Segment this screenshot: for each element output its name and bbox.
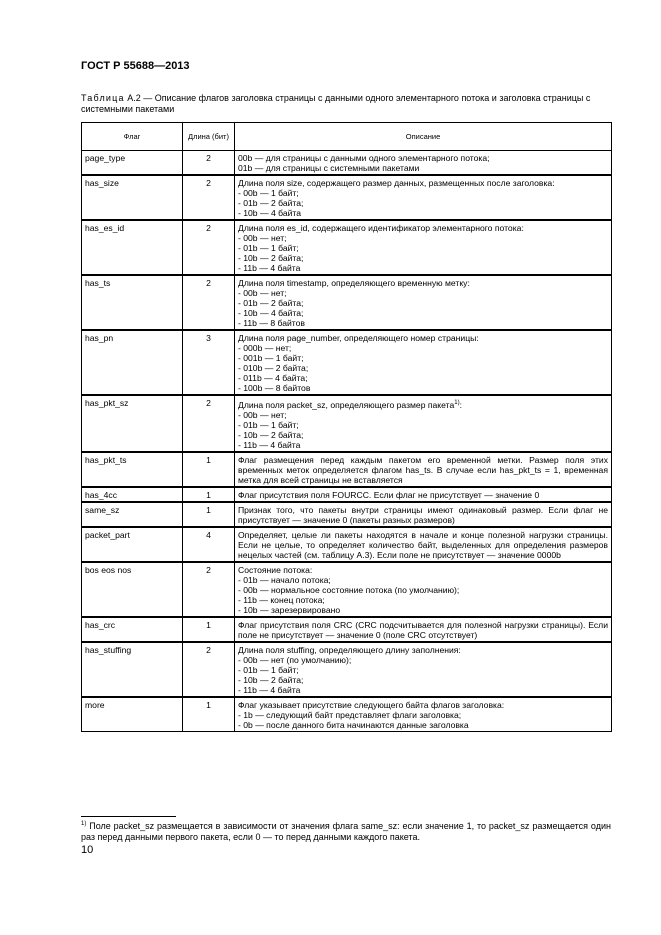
- description-line: - 00b — нет;: [238, 233, 287, 243]
- flag-cell: packet_part: [82, 527, 183, 562]
- description-line: - 11b — 8 байтов: [238, 318, 305, 328]
- description-cell: [235, 151, 612, 176]
- description-line: - 00b — 1 байт;: [238, 188, 299, 198]
- description-line: - 01b — 2 байта;: [238, 298, 304, 308]
- table-header-row: [82, 123, 612, 151]
- description-line: - 001b — 1 байт;: [238, 353, 304, 363]
- length-cell: 2: [183, 275, 235, 330]
- caption-label: Таблица: [81, 93, 125, 103]
- description-line: - 01b — начало потока;: [238, 574, 331, 585]
- table-row: [82, 330, 612, 395]
- flag-cell: has_ts: [82, 275, 183, 330]
- description-line: - 01b — 2 байта;: [238, 198, 304, 208]
- description-line: - 10b — 2 байта;: [238, 429, 304, 440]
- description-line: - 00b — нет (по умолчанию);: [238, 654, 352, 665]
- footnote-rule: [81, 816, 176, 817]
- footnote-text: Поле packet_sz размещается в зависимости от значения флага same_sz: если значение 1, то packet_sz размещается один раз перед данными первого пакета, если 0 — то перед данными каждого пакета.: [81, 821, 611, 842]
- description-line: Флаг указывает присутствие следующего байта флагов заголовка:: [238, 699, 505, 710]
- column-header-flag: Флаг: [82, 123, 183, 151]
- table-row: [82, 395, 612, 452]
- table-row: [82, 642, 612, 697]
- flag-cell: same_sz: [82, 502, 183, 527]
- description-line: - 11b — 4 байта: [238, 263, 301, 273]
- length-cell: 2: [183, 562, 235, 617]
- description-paragraph: Признак того, что пакеты внутри страницы имеют одинаковый размер. Если флаг не присутствует — значение 0 (пакеты разных размеров): [238, 504, 608, 525]
- description-paragraph: Определяет, целые ли пакеты находятся в начале и конце полезной нагрузки страницы. Если не целые, то определяет количество байт, выделенных для определения размеров нецелых частей (см. таблицу А.3). Если поле не присутствует — значение 0000b: [238, 529, 608, 560]
- description-line: - 00b — нормальное состояние потока (по умолчанию);: [238, 584, 460, 595]
- description-line: - 01b — 1 байт;: [238, 419, 299, 430]
- length-cell: 2: [183, 151, 235, 176]
- table-row: [82, 617, 612, 642]
- description-cell: [235, 220, 612, 275]
- description-line: - 10b — 4 байта: [238, 208, 302, 218]
- footnote-mark: 1): [81, 821, 87, 827]
- footnote-reference: 1): [454, 400, 460, 406]
- page-number: 10: [81, 844, 94, 856]
- flag-cell: has_es_id: [82, 220, 183, 275]
- description-line: - 11b — конец потока;: [238, 594, 325, 605]
- length-cell: 1: [183, 697, 235, 732]
- table-row: [82, 220, 612, 275]
- document-header: ГОСТ Р 55688—2013: [81, 60, 190, 72]
- description-line: Длина поля size, содержащего размер данных, размещенных после заголовка:: [238, 178, 555, 188]
- description-line: - 010b — 2 байта;: [238, 363, 309, 373]
- table-row: [82, 487, 612, 502]
- length-cell: 2: [183, 395, 235, 452]
- table-row: [82, 527, 612, 562]
- flag-cell: has_pn: [82, 330, 183, 395]
- length-cell: 1: [183, 502, 235, 527]
- description-cell: [235, 617, 612, 642]
- description-line: - 0b — после данного бита начинаются данные заголовка: [238, 719, 469, 730]
- flag-cell: more: [82, 697, 183, 732]
- length-cell: 4: [183, 527, 235, 562]
- description-cell: [235, 487, 612, 502]
- description-line: - 10b — 2 байта;: [238, 253, 304, 263]
- length-cell: 1: [183, 452, 235, 487]
- table-row: [82, 151, 612, 176]
- description-text: Длина поля packet_sz, определяющего размер пакета: [238, 399, 455, 410]
- description-line: Длина поля page_number, определяющего номер страницы:: [238, 333, 479, 343]
- caption-text: А.2 — Описание флагов заголовка страницы с данными одного элементарного потока и заголовка страницы с системными пакетами: [81, 93, 591, 114]
- description-cell: [235, 562, 612, 617]
- flag-cell: has_crc: [82, 617, 183, 642]
- description-paragraph: Флаг размещения перед каждым пакетом его временной метки. Размер поля этих временных меток определяется флагом has_ts. В случае если has_pkt_ts = 1, временная метка для всей страницы не вставляется: [238, 454, 608, 485]
- description-cell: [235, 697, 612, 732]
- description-line: - 000b — нет;: [238, 343, 292, 353]
- column-header-length: Длина (бит): [183, 123, 235, 151]
- description-line: Длина поля stuffing, определяющего длину заполнения:: [238, 644, 461, 655]
- description-cell: [235, 175, 612, 220]
- description-line: - 01b — 1 байт;: [238, 243, 299, 253]
- length-cell: 2: [183, 642, 235, 697]
- description-line: Длина поля es_id, содержащего идентификатор элементарного потока:: [238, 223, 524, 233]
- description-line: - 10b — 4 байта;: [238, 308, 304, 318]
- flag-cell: has_4cc: [82, 487, 183, 502]
- flag-cell: page_type: [82, 151, 183, 176]
- flag-cell: has_size: [82, 175, 183, 220]
- description-line: 00b — для страницы с данными одного элементарного потока;: [238, 153, 490, 163]
- description-cell: [235, 527, 612, 562]
- flag-cell: has_pkt_ts: [82, 452, 183, 487]
- description-cell: [235, 502, 612, 527]
- table-row: [82, 452, 612, 487]
- length-cell: 2: [183, 220, 235, 275]
- description-line: 01b — для страницы с системными пакетами: [238, 163, 420, 173]
- flag-cell: has_stuffing: [82, 642, 183, 697]
- description-line: - 11b — 4 байта: [238, 439, 301, 450]
- table-row: [82, 275, 612, 330]
- description-line: [238, 398, 608, 410]
- description-line: - 011b — 4 байта;: [238, 373, 308, 383]
- description-cell: [235, 395, 612, 452]
- flag-cell: bos eos nos: [82, 562, 183, 617]
- flag-cell: has_pkt_sz: [82, 395, 183, 452]
- length-cell: 3: [183, 330, 235, 395]
- footnote: [81, 819, 611, 843]
- length-cell: 1: [183, 487, 235, 502]
- description-line: - 10b — 2 байта;: [238, 674, 304, 685]
- table-row: [82, 502, 612, 527]
- description-line: - 100b — 8 байтов: [238, 383, 311, 393]
- table-row: [82, 562, 612, 617]
- description-line: Состояние потока:: [238, 564, 313, 575]
- column-header-description: Описание: [235, 123, 612, 151]
- flags-table: [81, 122, 612, 732]
- table-caption: [81, 93, 611, 115]
- description-paragraph: Флаг присутствия поля FOURCC. Если флаг не присутствует — значение 0: [238, 489, 540, 500]
- description-line: - 10b — зарезервировано: [238, 604, 341, 615]
- description-line: - 11b — 4 байта: [238, 684, 301, 695]
- description-line: - 00b — нет;: [238, 288, 287, 298]
- table-row: [82, 175, 612, 220]
- description-text: :: [459, 399, 462, 410]
- description-cell: [235, 452, 612, 487]
- description-line: - 01b — 1 байт;: [238, 664, 299, 675]
- length-cell: 1: [183, 617, 235, 642]
- description-line: - 00b — нет;: [238, 409, 287, 420]
- description-line: - 1b — следующий байт представляет флаги заголовка;: [238, 709, 462, 720]
- description-line: Длина поля timestamp, определяющего временную метку:: [238, 278, 470, 288]
- description-cell: [235, 275, 612, 330]
- description-paragraph: Флаг присутствия поля CRC (CRC подсчитывается для полезной нагрузки страницы). Если поле не присутствует — значение 0 (поле CRC отсутствует): [238, 619, 608, 640]
- length-cell: 2: [183, 175, 235, 220]
- description-cell: [235, 330, 612, 395]
- description-cell: [235, 642, 612, 697]
- table-row: [82, 697, 612, 732]
